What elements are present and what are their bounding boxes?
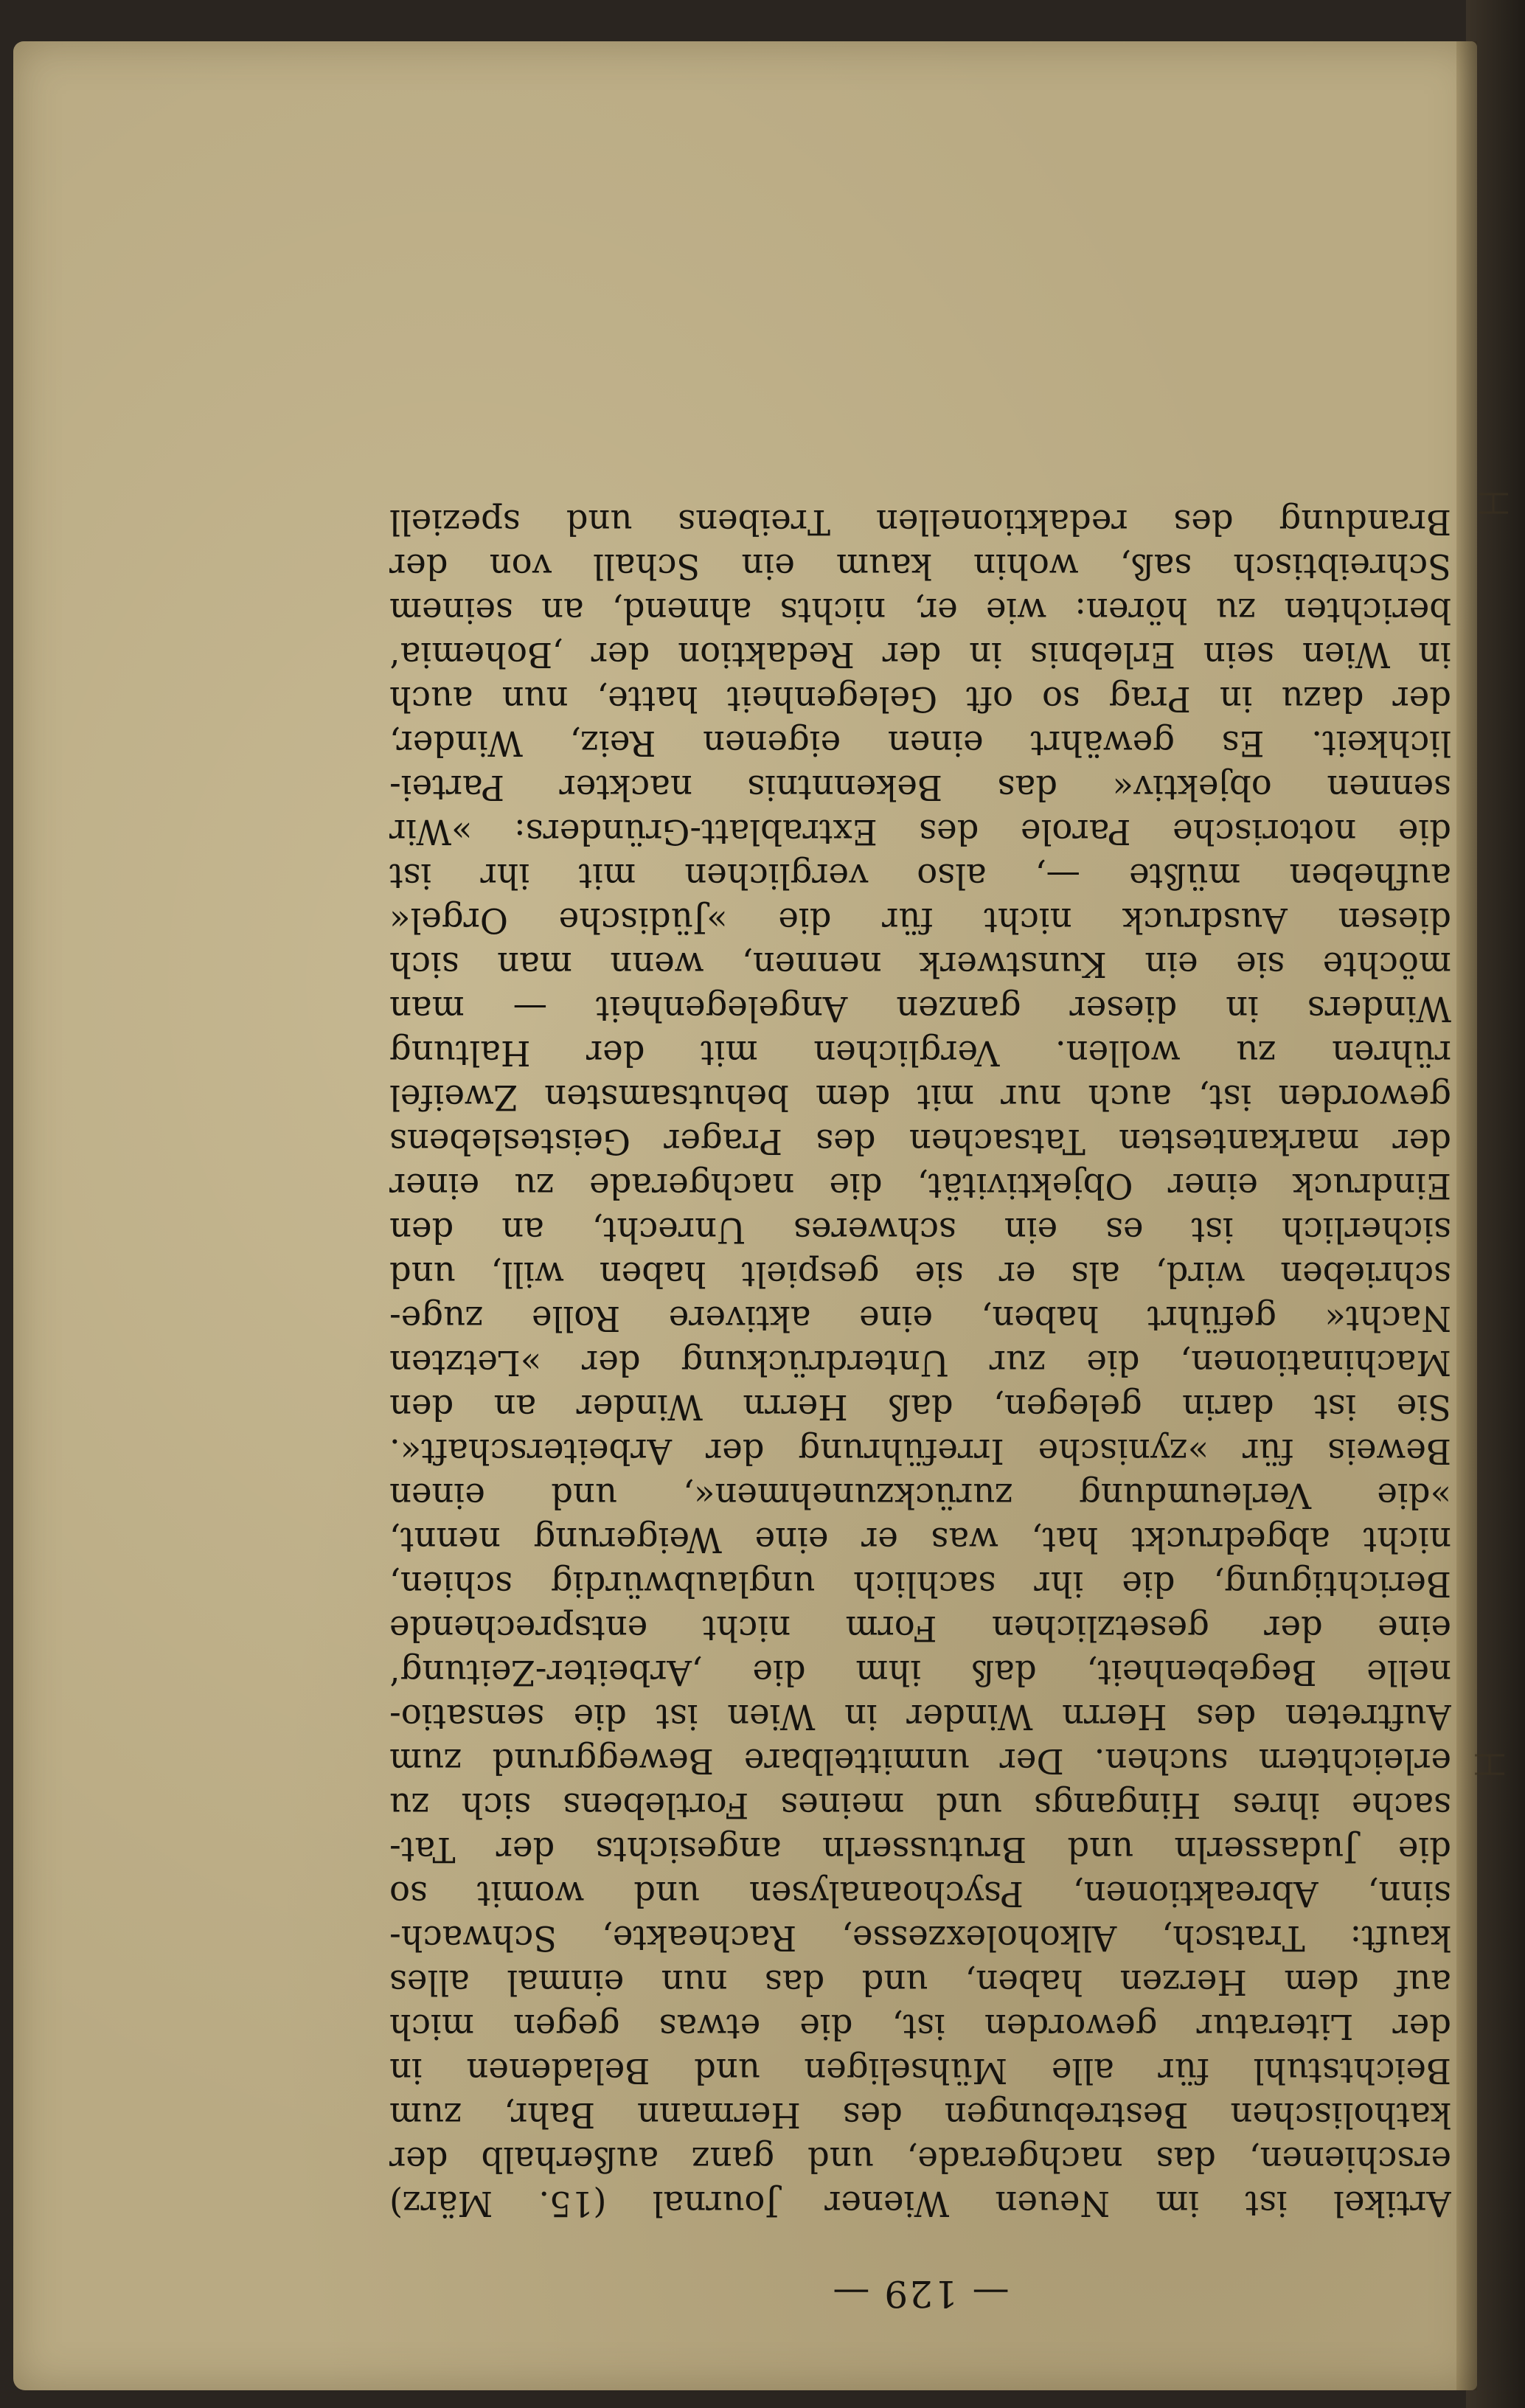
text-line: rühren zu wollen. Verglichen mit der Haltung <box>389 1033 1451 1073</box>
page-gutter <box>1456 41 1477 2390</box>
text-line: Beichtstuhl für alle Mühseligen und Beladenen in <box>389 2051 1451 2091</box>
text-line: Artikel ist im Neuen Wiener Journal (15. März) <box>389 2184 1451 2224</box>
text-line: nicht abgedruckt hat, was er eine Weigerung nennt, <box>389 1520 1451 1560</box>
text-line: sache ihres Hingangs und meines Fortlebens sich zu <box>389 1786 1451 1825</box>
text-line: kauft: Tratsch, Alkoholexzesse, Racheakte, Schwach- <box>389 1918 1451 1958</box>
text-line: der dazu in Prag so oft Gelegenheit hatte, nun auch <box>389 679 1451 719</box>
text-line: sennen objektiv« das Bekenntnis nackter Partei- <box>389 768 1451 808</box>
text-line: Nacht« geführt haben, eine aktivere Rolle zuge- <box>389 1299 1451 1339</box>
text-line: geworden ist, auch nur mit dem behutsamsten Zweifel <box>389 1078 1451 1117</box>
text-line: Beweis für »zynische Irreführung der Arbeiterschaft«. <box>389 1432 1451 1471</box>
text-line: sinn, Abreaktionen, Psychoanalysen und womit so <box>389 1874 1451 1914</box>
text-line: lichkeit. Es gewährt einen eigenen Reiz, Winder, <box>389 724 1451 763</box>
page-number: — 129 — <box>831 2272 1010 2315</box>
body-text <box>389 500 1451 2226</box>
page-content-rotated <box>389 361 1451 2316</box>
text-line: katholischen Bestrebungen des Hermann Bahr, zum <box>389 2095 1451 2135</box>
text-line: Eindruck einer Objektivität, die nachgerade zu einer <box>389 1166 1451 1206</box>
text-line: Auftreten des Herrn Winder in Wien ist die sensatio- <box>389 1697 1451 1737</box>
text-line: »die Verleumdung zurückzunehmen«, und einen <box>389 1476 1451 1516</box>
text-line: sicherlich ist es ein schweres Unrecht, an den <box>389 1210 1451 1250</box>
text-line: die Judasserln und Brutusserln angesichts der Tat- <box>389 1830 1451 1870</box>
text-line: berichten zu hören: wie er, nichts ahnend, an seinem <box>389 591 1451 631</box>
text-line: der markantesten Tatsachen des Prager Geisteslebens <box>389 1122 1451 1162</box>
pencil-margin-mark <box>1471 1752 1508 1781</box>
text-line: erschienen, das nachgerade, und ganz außerhalb der <box>389 2140 1451 2179</box>
text-line: Schreibtisch saß, wohin kaum ein Schall von der <box>389 547 1451 586</box>
text-line: nelle Begebenheit, daß ihm die ‚Arbeiter-Zeitung‘ <box>389 1653 1451 1693</box>
text-line: möchte sie ein Kunstwerk nennen, wenn man sich <box>389 945 1451 985</box>
text-line: eine der gesetzlichen Form nicht entsprechende <box>389 1609 1451 1648</box>
text-line: Berichtigung, die ihr sachlich unglaubwürdig schien, <box>389 1564 1451 1604</box>
text-line: schrieben wird, als er sie gespielt haben will, und <box>389 1255 1451 1294</box>
text-line: auf dem Herzen haben, und das nun einmal alles <box>389 1963 1451 2002</box>
text-line: aufheben müßte —, also verglichen mit ihr ist <box>389 856 1451 896</box>
text-line: der Literatur geworden ist, die etwas gegen mich <box>389 2007 1451 2047</box>
text-line: Brandung des redaktionellen Treibens und speziell <box>389 502 1451 542</box>
text-line: diesen Ausdruck nicht für die »Jüdische Orgel« <box>389 901 1451 940</box>
text-line: Machinationen, die zur Unterdrückung der »Letzten <box>389 1343 1451 1383</box>
text-line: Sie ist darin gelegen, daß Herrn Winder an den <box>389 1387 1451 1427</box>
pencil-margin-mark <box>1475 490 1512 520</box>
text-line: Winders in dieser ganzen Angelegenheit — man <box>389 989 1451 1029</box>
text-line: in Wien sein Erlebnis in der Redaktion der ‚Bohemia‘ <box>389 635 1451 675</box>
text-line: erleichtern suchen. Der unmittelbare Beweggrund zum <box>389 1741 1451 1781</box>
text-line: die notorische Parole des Extrablatt-Gründers: »Wir <box>389 812 1451 852</box>
